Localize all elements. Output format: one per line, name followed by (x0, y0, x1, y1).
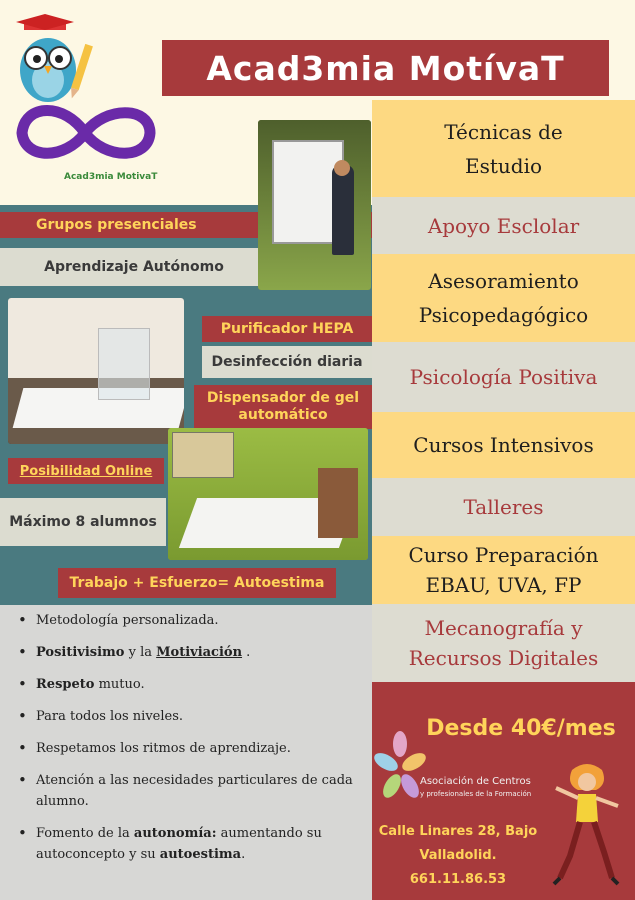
tag-aprendizaje: Aprendizaje Autónomo (0, 248, 268, 286)
photo-classroom-map (168, 428, 368, 560)
service-mecanografia: Mecanografía y Recursos Digitales (372, 604, 635, 682)
service-apoyo-escolar: Apoyo Esclolar (372, 197, 635, 254)
tag-desinfeccion: Desinfección diaria (202, 346, 372, 378)
service-tecnicas-estudio: Técnicas de Estudio (372, 100, 635, 197)
tag-maximo-alumnos: Máximo 8 alumnos (0, 498, 166, 546)
logo-caption: Acad3mia MotivaT (64, 172, 158, 182)
address-block (378, 820, 538, 892)
service-talleres: Talleres (372, 478, 635, 536)
price-label: Desde 40€/mes (426, 716, 616, 741)
tag-trabajo-esfuerzo: Trabajo + Esfuerzo= Autoestima (58, 568, 336, 598)
address-city: Valladolid. (419, 848, 497, 863)
list-item: • Respetamos los ritmos de aprendizaje. (14, 738, 382, 759)
list-item: • Para todos los niveles. (14, 706, 382, 727)
infinity-logo-icon (10, 98, 160, 168)
phone-number: 661.11.86.53 (409, 872, 507, 887)
photo-whiteboard (258, 120, 371, 290)
tag-posibilidad-online: Posibilidad Online (8, 458, 164, 484)
tag-dispensador-gel: Dispensador de gel automático (194, 385, 372, 429)
tag-grupos-presenciales: Grupos presenciales (0, 212, 372, 238)
list-item: • Positivisimo y la Motiviación . (14, 642, 382, 663)
dancing-girl-illustration (552, 760, 622, 890)
asociacion-logo-text: Asociación de Centros y profesionales de la Formación (420, 776, 532, 798)
list-item: • Atención a las necesidades particulares de cada alumno. (14, 770, 382, 812)
tag-purificador-hepa: Purificador HEPA (202, 316, 372, 342)
list-item: • Metodología personalizada. (14, 610, 382, 631)
service-asesoramiento: Asesoramiento Psicopedagógico (372, 254, 635, 342)
list-item: • Respeto mutuo. (14, 674, 382, 695)
methodology-list (14, 610, 382, 876)
page-title: Acad3mia MotívaT (162, 40, 609, 96)
service-psicologia-positiva: Psicología Positiva (372, 342, 635, 412)
owl-mascot-icon (14, 14, 104, 109)
address-street: Calle Linares 28, Bajo (378, 824, 538, 839)
flower-logo-icon (374, 730, 426, 810)
list-item: • Fomento de la autonomía: aumentando su autoconcepto y su autoestima. (14, 823, 382, 865)
service-cursos-intensivos: Cursos Intensivos (372, 412, 635, 478)
service-preparacion-ebau: Curso Preparación EBAU, UVA, FP (372, 536, 635, 604)
photo-classroom-desks (8, 298, 184, 444)
